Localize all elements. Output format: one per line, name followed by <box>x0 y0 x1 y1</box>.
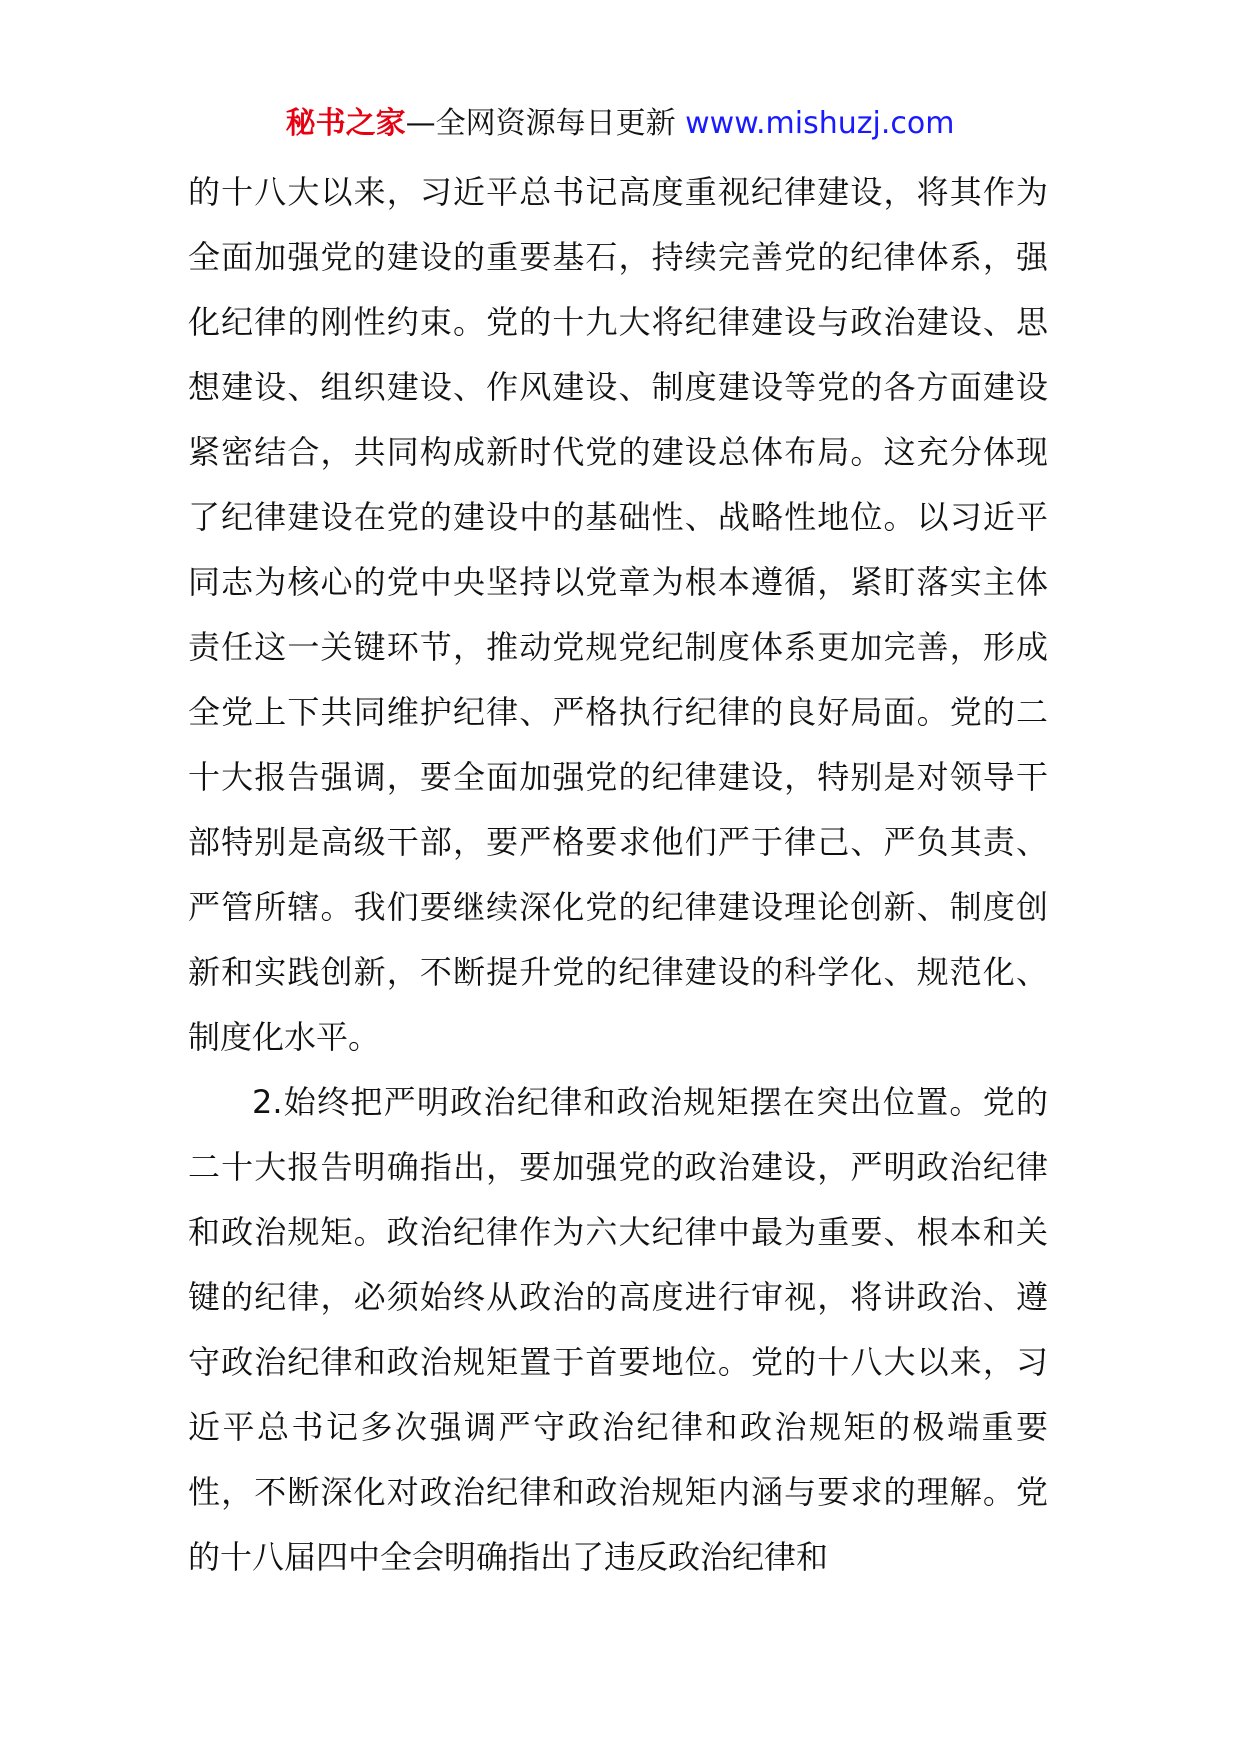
page-header <box>0 100 1240 148</box>
brand-name: 秘书之家 <box>285 106 406 141</box>
paragraph-2: 2.始终把严明政治纪律和政治规矩摆在突出位置。党的二十大报告明确指出，要加强党的政治建设，严明政治纪律和政治规矩。政治纪律作为六大纪律中最为重要、根本和关键的纪律，必须始终从政治的高度进行审视，将讲政治、遵守政治纪律和政治规矩置于首要地位。党的十八大以来，习近平总书记多次强调严守政治纪律和政治规矩的极端重要性，不断深化对政治纪律和政治规矩内涵与要求的理解。党的十八届四中全会明确指出了违反政治纪律和 <box>188 1083 1048 1576</box>
header-tagline: —全网资源每日更新 <box>405 106 686 141</box>
website-link[interactable]: www.mishuzj.com <box>685 106 955 141</box>
paragraph-1: 的十八大以来，习近平总书记高度重视纪律建设，将其作为全面加强党的建设的重要基石，持续完善党的纪律体系，强化纪律的刚性约束。党的十九大将纪律建设与政治建设、思想建设、组织建设、作风建设、制度建设等党的各方面建设紧密结合，共同构成新时代党的建设总体布局。这充分体现了纪律建设在党的建设中的基础性、战略性地位。以习近平同志为核心的党中央坚持以党章为根本遵循，紧盯落实主体责任这一关键环节，推动党规党纪制度体系更加完善，形成全党上下共同维护纪律、严格执行纪律的良好局面。党的二十大报告强调，要全面加强党的纪律建设，特别是对领导干部特别是高级干部，要严格要求他们严于律己、严负其责、严管所辖。我们要继续深化党的纪律建设理论创新、制度创新和实践创新，不断提升党的纪律建设的科学化、规范化、制度化水平。 <box>188 173 1048 1056</box>
document-body <box>188 160 1048 1590</box>
